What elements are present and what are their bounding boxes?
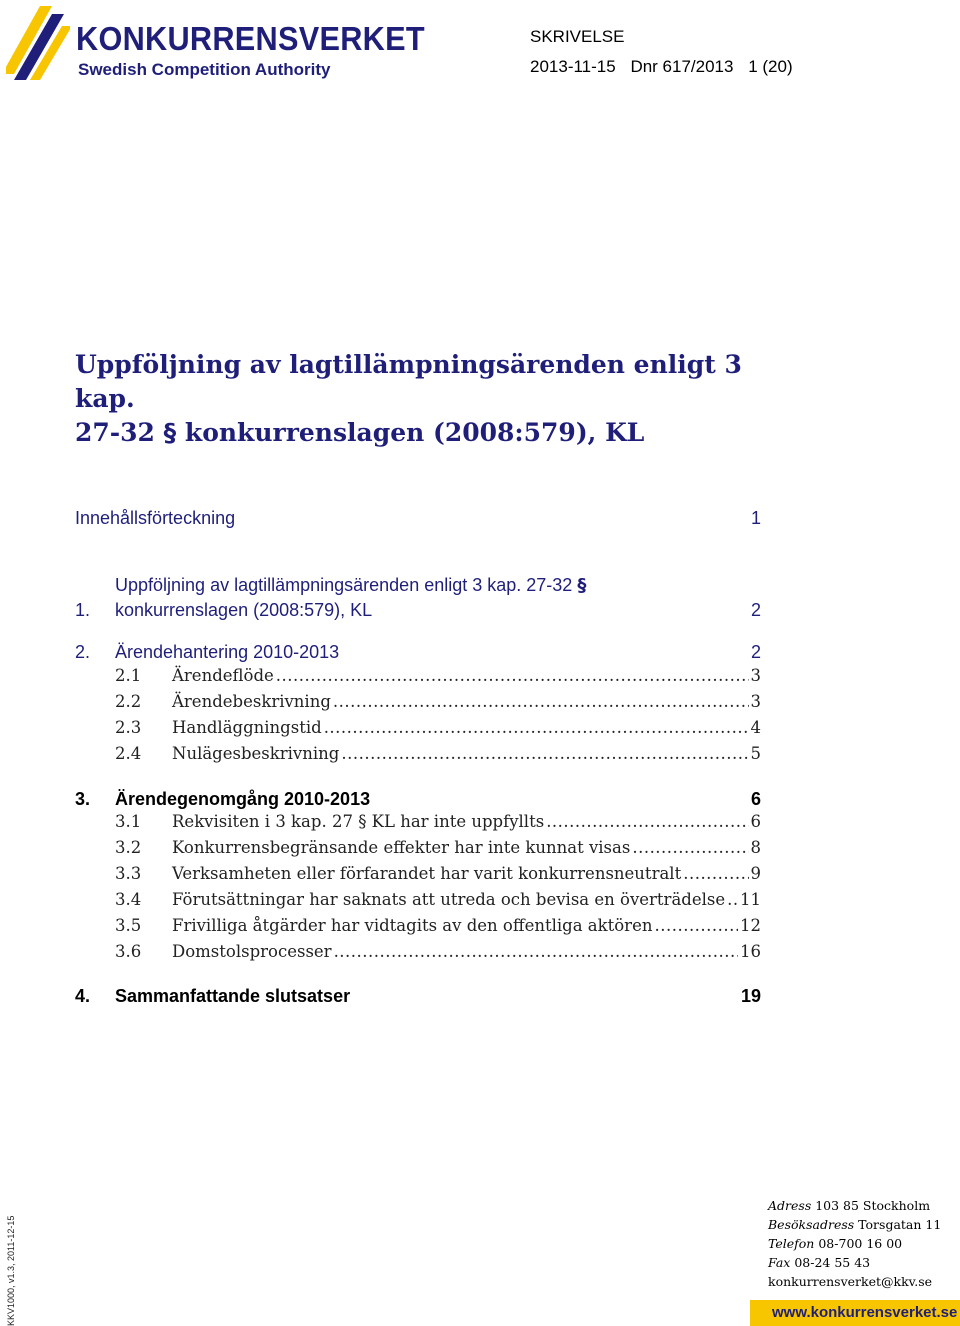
toc-section-number: 3. <box>75 789 91 809</box>
toc-section-title-cont: konkurrenslagen (2008:579), KL <box>115 600 373 620</box>
toc-leader <box>683 861 748 887</box>
toc-heading-page: 1 <box>750 508 761 528</box>
toc-entry-2-4[interactable]: 2.4 Nulägesbeskrivning ..... 5 <box>75 741 761 767</box>
toc-section-4[interactable] <box>75 984 761 1008</box>
email-link[interactable]: konkurrensverket@kkv.se <box>768 1274 933 1289</box>
toc-leader <box>727 887 738 913</box>
phone-value: 08-700 16 00 <box>818 1236 903 1251</box>
document-date: 2013-11-15 <box>530 57 616 76</box>
toc-subsections-2 <box>75 663 761 767</box>
toc-section-number: 4. <box>75 986 91 1006</box>
website-bar <box>750 1300 960 1326</box>
toc-entry-3-5[interactable]: 3.5 Frivilliga åtgärder har vidtagits av den offentliga aktören ..... 12 <box>75 913 761 939</box>
visit-address-label: Besöksadress <box>768 1217 855 1232</box>
toc-section-number: 2. <box>75 642 91 662</box>
toc-entry-3-6[interactable]: 3.6 Domstolsprocesser ..... 16 <box>75 939 761 965</box>
toc-leader <box>654 913 738 939</box>
toc-leader <box>546 809 748 835</box>
toc-leader <box>324 715 749 741</box>
address-block <box>768 1196 941 1291</box>
toc-section-page: 2 <box>750 600 761 620</box>
toc-leader <box>276 663 749 689</box>
form-version-label: KKV1000, v1.3, 2011-12-15 <box>6 1215 16 1326</box>
toc-entry-2-3[interactable]: 2.3 Handläggningstid ..... 4 <box>75 715 761 741</box>
website-link[interactable]: www.konkurrensverket.se <box>772 1304 958 1321</box>
toc-section-title: Ärendegenomgång 2010-2013 <box>115 789 371 809</box>
toc-leader <box>632 835 748 861</box>
visit-address-value: Torsgatan 11 <box>858 1217 942 1232</box>
toc-subsections-3 <box>75 809 761 965</box>
toc-section-page: 6 <box>750 789 761 809</box>
fax-value: 08-24 55 43 <box>794 1255 871 1270</box>
address-value: 103 85 Stockholm <box>815 1198 931 1213</box>
logo-subtitle: Swedish Competition Authority <box>78 60 331 79</box>
toc-entry-3-2[interactable]: 3.2 Konkurrensbegränsande effekter har inte kunnat visas ..... 8 <box>75 835 761 861</box>
document-title <box>75 348 775 450</box>
fax-label: Fax <box>768 1255 791 1270</box>
address-label: Adress <box>768 1198 812 1213</box>
toc-section-page: 2 <box>750 642 761 662</box>
toc-heading <box>75 508 761 529</box>
toc-section-page: 19 <box>740 986 761 1006</box>
toc-leader <box>333 689 749 715</box>
toc-entry-3-3[interactable]: 3.3 Verksamheten eller förfarandet har varit konkurrensneutralt ..... 9 <box>75 861 761 887</box>
logo-stripes-icon <box>6 4 70 80</box>
toc-section-2[interactable] <box>75 640 761 664</box>
document-dnr: Dnr 617/2013 <box>630 57 734 76</box>
toc-section-1[interactable] <box>75 573 761 622</box>
logo <box>6 4 425 80</box>
toc-entry-3-4[interactable]: 3.4 Förutsättningar har saknats att utreda och bevisa en överträdelse ..... 11 <box>75 887 761 913</box>
toc-section-title: Ärendehantering 2010-2013 <box>115 642 340 662</box>
logo-wordmark: KONKURRENSVERKET <box>76 20 425 57</box>
title-line-1: Uppföljning av lagtillämpningsärenden enligt 3 kap. <box>75 350 742 413</box>
page-number: 1 (20) <box>748 57 793 76</box>
toc-leader <box>341 741 748 767</box>
section-sign-icon: § <box>163 418 177 447</box>
toc-section-number: 1. <box>75 600 91 620</box>
toc-heading-label: Innehållsförteckning <box>75 508 236 528</box>
toc-section-title: Uppföljning av lagtillämpningsärenden enligt 3 kap. 27-32 <box>115 575 578 595</box>
toc-section-title: Sammanfattande slutsatser <box>115 986 351 1006</box>
toc-leader <box>334 939 738 965</box>
toc-section-3[interactable] <box>75 787 761 811</box>
phone-label: Telefon <box>768 1236 815 1251</box>
document-type: SKRIVELSE <box>530 27 625 46</box>
document-meta <box>530 57 803 77</box>
title-line-2: 27-32 § konkurrenslagen (2008:579), KL <box>75 418 645 447</box>
section-sign-icon: § <box>577 575 587 596</box>
toc-entry-2-2[interactable]: 2.2 Ärendebeskrivning ..... 3 <box>75 689 761 715</box>
toc-entry-2-1[interactable]: 2.1 Ärendeflöde ..... 3 <box>75 663 761 689</box>
toc-entry-3-1[interactable]: 3.1 Rekvisiten i 3 kap. 27 § KL har inte uppfyllts ..... 6 <box>75 809 761 835</box>
